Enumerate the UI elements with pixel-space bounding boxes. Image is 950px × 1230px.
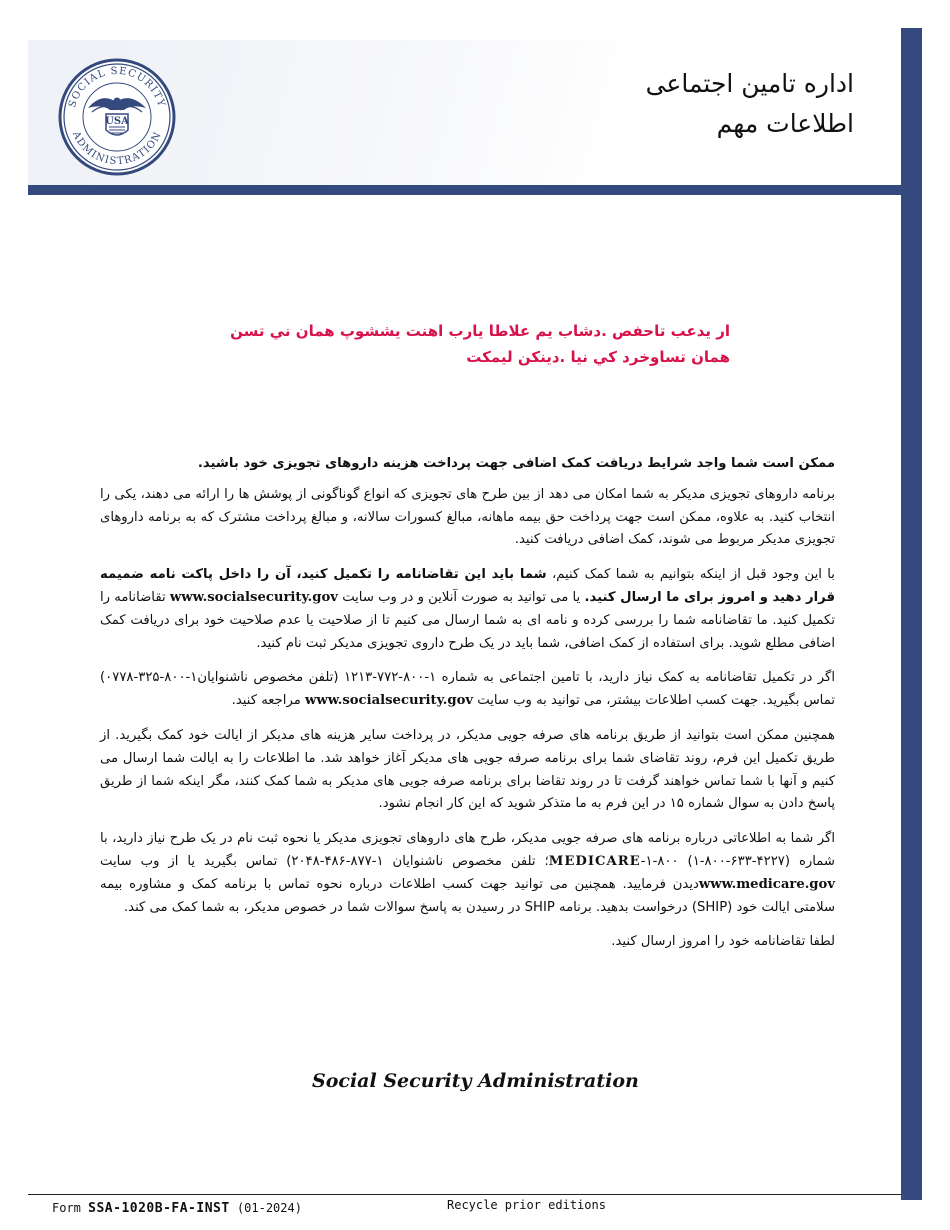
paragraph-medicare-info	[100, 828, 835, 919]
right-margin-bar	[901, 28, 922, 1200]
signature: Social Security Administration	[312, 1070, 639, 1092]
socialsecurity-link-2[interactable]: www.socialsecurity.gov	[305, 693, 474, 709]
paragraph-help-contact	[100, 667, 835, 713]
form-number: SSA-1020B-FA-INST	[88, 1201, 230, 1216]
footer-rule	[28, 1194, 901, 1195]
seal-center-text: USA	[105, 116, 129, 127]
p5-text-b: -۱-۸۰۰ (۱-۸۰۰-۶۳۳-۴۲۲۷)؛ تلفن مخصوص ناشنوایان ۱-۸۷۷-۴۸۶-۲۰۴۸) تماس بگیرید یا از وب سایت	[100, 853, 791, 869]
paragraph-medicare-savings: همچنین ممکن است بتوانید از طریق برنامه های صرفه جویی مدیکر، در پرداخت سایر هزینه های مدیکر از ایالت خود کمک بگیرید. از طریق تکمیل این فرم، روند تقاضای شما برای برنامه صرفه جویی های مدیکر آغاز خواهد شد. ما اطلاعات را به ایالت شما ارسال می کنیم و آنها با شما تماس خواهند گرفت تا در روند تقاضا برای برنامه صرفه جویی های مدیکر به شما کمک کنند، مگر اینکه شما از طریق پاسخ دادن به سوال شماره ۱۵ در این فرم به ما متذکر شوید که این کار انجام نشود.	[100, 727, 835, 812]
ssa-seal-icon	[58, 58, 176, 176]
lead-paragraph: ممکن است شما واجد شرایط دریافت کمک اضافی جهت پرداخت هزینه داروهای تجویزی خود باشید.	[197, 456, 835, 471]
medicare-link[interactable]: www.medicare.gov	[698, 876, 835, 892]
form-date: (01-2024)	[236, 1201, 302, 1215]
p2-bold-instruction: شما باید این تقاضانامه را تکمیل کنید، آن را داخل پاکت نامه ضمیمه قرار دهید و امروز برای ما ارسال کنید.	[100, 567, 836, 605]
recycle-note: Recycle prior editions	[447, 1198, 606, 1212]
seal-text-top: SOCIAL SECURITY	[67, 65, 167, 109]
agency-name: اداره تامین اجتماعی	[645, 69, 854, 98]
page-subtitle: اطلاعات مهم	[716, 109, 854, 138]
form-prefix: Form	[52, 1201, 81, 1215]
paragraph-complete-application	[100, 564, 835, 655]
notice-line-2: همان تساوخرد كي نيا .دينكن ليمكت	[466, 348, 730, 366]
p5-text-a: اگر شما به اطلاعاتی درباره برنامه های صرفه جویی مدیکر، طرح های داروهای تجویزی مدیکر یا نحوه ثبت نام در یک طرح نیاز دارید، با شماره	[100, 831, 835, 869]
p2-text-d: تقاضانامه را تکمیل کنید. ما تقاضانامه شما را بررسی کرده و نامه ای به شما ارسال می کنیم تا از صلاحیت یا عدم صلاحیت خود برای دریافت کمک اضافی مطلع شوید. برای استفاده از کمک اضافی، شما باید در یک طرح داروی تجویزی مدیکر ثبت نام کنید.	[100, 589, 835, 651]
footer-form-id	[52, 1201, 302, 1216]
p3-text-b: مراجعه کنید.	[231, 693, 301, 709]
seal-text-bottom: ADMINISTRATION	[70, 129, 165, 168]
notice-line-1: ار يدعب تاحفص .دشاب يم علاطا يارب اهنت يششوپ همان ني تسن	[230, 322, 730, 340]
paragraph-program-overview: برنامه داروهای تجویزی مدیکر به شما امکان می دهد از بین طرح های تجویزی که انواع گوناگونی از پوشش ها را ارائه می دهند، یکی را انتخاب کنید. به علاوه، ممکن است جهت پرداخت حق بیمه ماهانه، مبالغ کسورات سالانه، و مبالغ پرداخت مشترک که به برنامه داروهای تجویزی مدیکر مربوط می شوند، کمک اضافی دریافت کنید.	[100, 486, 835, 548]
medicare-phone-word: MEDICARE	[548, 853, 641, 869]
not-an-application-notice	[90, 318, 730, 370]
paragraph-send-today: لطفا تقاضانامه خود را امروز ارسال کنید.	[611, 934, 835, 950]
p2-text-a: با این وجود قبل از اینکه بتوانیم به شما کمک کنیم،	[552, 567, 835, 583]
p2-text-c: یا می توانید به صورت آنلاین و در وب سایت	[342, 589, 581, 605]
letter-body	[100, 453, 835, 966]
agency-title-block	[646, 64, 854, 144]
socialsecurity-link[interactable]: www.socialsecurity.gov	[169, 589, 338, 605]
header-stripe	[28, 185, 901, 195]
p3-text-a: اگر در تکمیل تقاضانامه به کمک نیاز دارید، با تامین اجتماعی به شماره ۱-۸۰۰-۷۷۲-۱۲۱۳ (تلفن مخصوص ناشنوایان۱-۸۰۰-۳۲۵-۰۷۷۸) تماس بگیرید. جهت کسب اطلاعات بیشتر، می توانید به وب سایت	[100, 670, 835, 709]
p5-text-c: دیدن فرمایید. همچنین می توانید جهت کسب اطلاعات درباره نحوه تماس با برنامه کمک و مشاوره بیمه سلامتی ایالت خود (SHIP) درخواست بدهید. برنامه SHIP در رسیدن به پاسخ سوالات شما در خصوص مدیکر، به شما کمک می کند.	[100, 876, 835, 915]
